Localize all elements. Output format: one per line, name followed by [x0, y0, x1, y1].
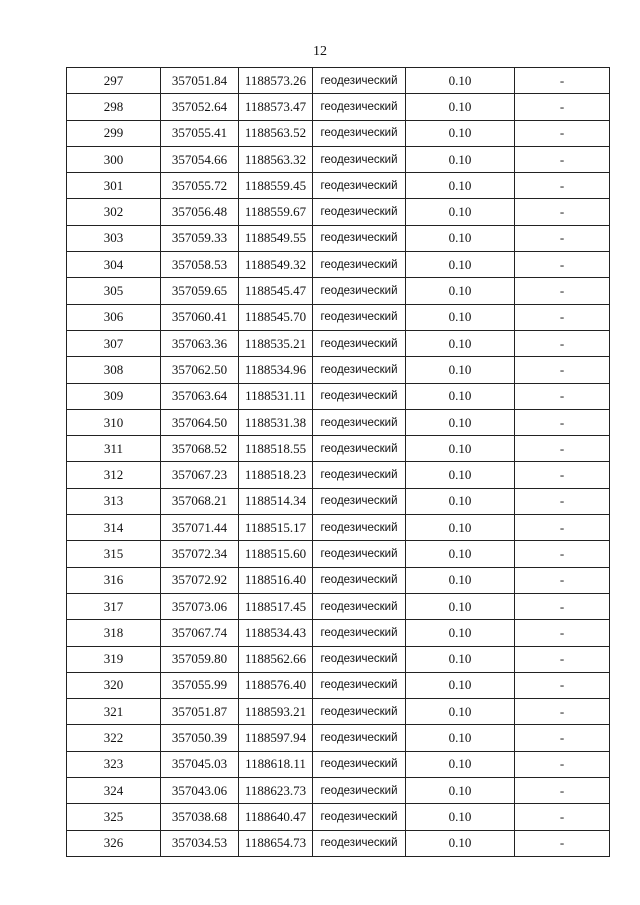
- point-number-cell: 310: [67, 409, 161, 435]
- point-number-cell: 314: [67, 515, 161, 541]
- table-row: [67, 672, 610, 698]
- point-number-cell: 326: [67, 830, 161, 856]
- error-cell: 0.10: [406, 462, 515, 488]
- method-cell: геодезический: [313, 725, 406, 751]
- x-coordinate-cell: 357051.87: [161, 699, 239, 725]
- x-coordinate-cell: 357051.84: [161, 68, 239, 94]
- y-coordinate-cell: 1188654.73: [239, 830, 313, 856]
- table-row: [67, 225, 610, 251]
- y-coordinate-cell: 1188545.70: [239, 304, 313, 330]
- y-coordinate-cell: 1188534.43: [239, 620, 313, 646]
- description-cell: -: [515, 725, 610, 751]
- x-coordinate-cell: 357072.92: [161, 567, 239, 593]
- x-coordinate-cell: 357073.06: [161, 593, 239, 619]
- error-cell: 0.10: [406, 409, 515, 435]
- error-cell: 0.10: [406, 68, 515, 94]
- method-cell: геодезический: [313, 751, 406, 777]
- point-number-cell: 323: [67, 751, 161, 777]
- error-cell: 0.10: [406, 357, 515, 383]
- description-cell: -: [515, 68, 610, 94]
- table-row: [67, 94, 610, 120]
- error-cell: 0.10: [406, 725, 515, 751]
- description-cell: -: [515, 383, 610, 409]
- table-row: [67, 462, 610, 488]
- description-cell: -: [515, 462, 610, 488]
- error-cell: 0.10: [406, 120, 515, 146]
- description-cell: -: [515, 488, 610, 514]
- y-coordinate-cell: 1188563.32: [239, 146, 313, 172]
- y-coordinate-cell: 1188559.67: [239, 199, 313, 225]
- error-cell: 0.10: [406, 778, 515, 804]
- error-cell: 0.10: [406, 252, 515, 278]
- table-row: [67, 199, 610, 225]
- x-coordinate-cell: 357055.99: [161, 672, 239, 698]
- x-coordinate-cell: 357045.03: [161, 751, 239, 777]
- method-cell: геодезический: [313, 173, 406, 199]
- x-coordinate-cell: 357052.64: [161, 94, 239, 120]
- point-number-cell: 312: [67, 462, 161, 488]
- description-cell: -: [515, 567, 610, 593]
- description-cell: -: [515, 778, 610, 804]
- method-cell: геодезический: [313, 593, 406, 619]
- x-coordinate-cell: 357059.65: [161, 278, 239, 304]
- description-cell: -: [515, 278, 610, 304]
- method-cell: геодезический: [313, 120, 406, 146]
- y-coordinate-cell: 1188640.47: [239, 804, 313, 830]
- y-coordinate-cell: 1188618.11: [239, 751, 313, 777]
- table-row: [67, 278, 610, 304]
- point-number-cell: 306: [67, 304, 161, 330]
- point-number-cell: 309: [67, 383, 161, 409]
- point-number-cell: 307: [67, 330, 161, 356]
- error-cell: 0.10: [406, 278, 515, 304]
- point-number-cell: 315: [67, 541, 161, 567]
- y-coordinate-cell: 1188563.52: [239, 120, 313, 146]
- method-cell: геодезический: [313, 146, 406, 172]
- table-row: [67, 778, 610, 804]
- x-coordinate-cell: 357059.80: [161, 646, 239, 672]
- description-cell: -: [515, 252, 610, 278]
- error-cell: 0.10: [406, 304, 515, 330]
- table-row: [67, 567, 610, 593]
- method-cell: геодезический: [313, 830, 406, 856]
- table-row: [67, 541, 610, 567]
- method-cell: геодезический: [313, 567, 406, 593]
- error-cell: 0.10: [406, 173, 515, 199]
- method-cell: геодезический: [313, 304, 406, 330]
- method-cell: геодезический: [313, 225, 406, 251]
- y-coordinate-cell: 1188549.55: [239, 225, 313, 251]
- error-cell: 0.10: [406, 699, 515, 725]
- table-row: [67, 409, 610, 435]
- page-number: 12: [313, 44, 327, 59]
- table-row: [67, 515, 610, 541]
- table-row: [67, 173, 610, 199]
- table-row: [67, 252, 610, 278]
- description-cell: -: [515, 330, 610, 356]
- description-cell: -: [515, 94, 610, 120]
- method-cell: геодезический: [313, 778, 406, 804]
- x-coordinate-cell: 357071.44: [161, 515, 239, 541]
- point-number-cell: 298: [67, 94, 161, 120]
- y-coordinate-cell: 1188515.60: [239, 541, 313, 567]
- method-cell: геодезический: [313, 278, 406, 304]
- table-row: [67, 725, 610, 751]
- table-row: [67, 68, 610, 94]
- x-coordinate-cell: 357067.74: [161, 620, 239, 646]
- method-cell: геодезический: [313, 541, 406, 567]
- point-number-cell: 318: [67, 620, 161, 646]
- error-cell: 0.10: [406, 488, 515, 514]
- method-cell: геодезический: [313, 330, 406, 356]
- point-number-cell: 324: [67, 778, 161, 804]
- error-cell: 0.10: [406, 146, 515, 172]
- method-cell: геодезический: [313, 383, 406, 409]
- description-cell: -: [515, 672, 610, 698]
- y-coordinate-cell: 1188593.21: [239, 699, 313, 725]
- x-coordinate-cell: 357064.50: [161, 409, 239, 435]
- error-cell: 0.10: [406, 383, 515, 409]
- description-cell: -: [515, 593, 610, 619]
- point-number-cell: 319: [67, 646, 161, 672]
- method-cell: геодезический: [313, 94, 406, 120]
- x-coordinate-cell: 357068.21: [161, 488, 239, 514]
- description-cell: -: [515, 830, 610, 856]
- y-coordinate-cell: 1188573.47: [239, 94, 313, 120]
- method-cell: геодезический: [313, 699, 406, 725]
- error-cell: 0.10: [406, 436, 515, 462]
- point-number-cell: 313: [67, 488, 161, 514]
- x-coordinate-cell: 357038.68: [161, 804, 239, 830]
- method-cell: геодезический: [313, 68, 406, 94]
- point-number-cell: 305: [67, 278, 161, 304]
- point-number-cell: 303: [67, 225, 161, 251]
- table-row: [67, 488, 610, 514]
- x-coordinate-cell: 357054.66: [161, 146, 239, 172]
- y-coordinate-cell: 1188517.45: [239, 593, 313, 619]
- point-number-cell: 317: [67, 593, 161, 619]
- error-cell: 0.10: [406, 567, 515, 593]
- description-cell: -: [515, 199, 610, 225]
- point-number-cell: 321: [67, 699, 161, 725]
- description-cell: -: [515, 436, 610, 462]
- x-coordinate-cell: 357072.34: [161, 541, 239, 567]
- table-row: [67, 593, 610, 619]
- table-row: [67, 751, 610, 777]
- error-cell: 0.10: [406, 646, 515, 672]
- point-number-cell: 308: [67, 357, 161, 383]
- error-cell: 0.10: [406, 541, 515, 567]
- description-cell: -: [515, 409, 610, 435]
- y-coordinate-cell: 1188535.21: [239, 330, 313, 356]
- method-cell: геодезический: [313, 199, 406, 225]
- method-cell: геодезический: [313, 646, 406, 672]
- table-row: [67, 120, 610, 146]
- y-coordinate-cell: 1188562.66: [239, 646, 313, 672]
- x-coordinate-cell: 357067.23: [161, 462, 239, 488]
- method-cell: геодезический: [313, 436, 406, 462]
- table-row: [67, 699, 610, 725]
- y-coordinate-cell: 1188597.94: [239, 725, 313, 751]
- x-coordinate-cell: 357050.39: [161, 725, 239, 751]
- point-number-cell: 304: [67, 252, 161, 278]
- table-row: [67, 620, 610, 646]
- method-cell: геодезический: [313, 357, 406, 383]
- y-coordinate-cell: 1188531.11: [239, 383, 313, 409]
- method-cell: геодезический: [313, 252, 406, 278]
- method-cell: геодезический: [313, 488, 406, 514]
- y-coordinate-cell: 1188573.26: [239, 68, 313, 94]
- method-cell: геодезический: [313, 672, 406, 698]
- point-number-cell: 302: [67, 199, 161, 225]
- x-coordinate-cell: 357055.41: [161, 120, 239, 146]
- method-cell: геодезический: [313, 409, 406, 435]
- description-cell: -: [515, 541, 610, 567]
- point-number-cell: 311: [67, 436, 161, 462]
- table-row: [67, 330, 610, 356]
- x-coordinate-cell: 357068.52: [161, 436, 239, 462]
- x-coordinate-cell: 357058.53: [161, 252, 239, 278]
- error-cell: 0.10: [406, 94, 515, 120]
- point-number-cell: 320: [67, 672, 161, 698]
- description-cell: -: [515, 620, 610, 646]
- table-row: [67, 646, 610, 672]
- point-number-cell: 300: [67, 146, 161, 172]
- x-coordinate-cell: 357056.48: [161, 199, 239, 225]
- description-cell: -: [515, 646, 610, 672]
- y-coordinate-cell: 1188515.17: [239, 515, 313, 541]
- y-coordinate-cell: 1188549.32: [239, 252, 313, 278]
- description-cell: -: [515, 120, 610, 146]
- description-cell: -: [515, 699, 610, 725]
- error-cell: 0.10: [406, 620, 515, 646]
- y-coordinate-cell: 1188576.40: [239, 672, 313, 698]
- table-row: [67, 304, 610, 330]
- coordinates-table-body: [67, 68, 610, 857]
- y-coordinate-cell: 1188531.38: [239, 409, 313, 435]
- description-cell: -: [515, 515, 610, 541]
- x-coordinate-cell: 357034.53: [161, 830, 239, 856]
- x-coordinate-cell: 357055.72: [161, 173, 239, 199]
- x-coordinate-cell: 357062.50: [161, 357, 239, 383]
- error-cell: 0.10: [406, 515, 515, 541]
- description-cell: -: [515, 146, 610, 172]
- error-cell: 0.10: [406, 751, 515, 777]
- x-coordinate-cell: 357043.06: [161, 778, 239, 804]
- x-coordinate-cell: 357060.41: [161, 304, 239, 330]
- description-cell: -: [515, 304, 610, 330]
- coordinates-table: [66, 67, 610, 857]
- y-coordinate-cell: 1188516.40: [239, 567, 313, 593]
- method-cell: геодезический: [313, 515, 406, 541]
- y-coordinate-cell: 1188559.45: [239, 173, 313, 199]
- error-cell: 0.10: [406, 225, 515, 251]
- y-coordinate-cell: 1188545.47: [239, 278, 313, 304]
- point-number-cell: 322: [67, 725, 161, 751]
- description-cell: -: [515, 225, 610, 251]
- method-cell: геодезический: [313, 462, 406, 488]
- error-cell: 0.10: [406, 672, 515, 698]
- error-cell: 0.10: [406, 804, 515, 830]
- y-coordinate-cell: 1188534.96: [239, 357, 313, 383]
- table-row: [67, 804, 610, 830]
- point-number-cell: 325: [67, 804, 161, 830]
- table-row: [67, 830, 610, 856]
- x-coordinate-cell: 357063.36: [161, 330, 239, 356]
- table-row: [67, 146, 610, 172]
- error-cell: 0.10: [406, 593, 515, 619]
- error-cell: 0.10: [406, 330, 515, 356]
- description-cell: -: [515, 357, 610, 383]
- point-number-cell: 299: [67, 120, 161, 146]
- point-number-cell: 301: [67, 173, 161, 199]
- y-coordinate-cell: 1188623.73: [239, 778, 313, 804]
- table-row: [67, 357, 610, 383]
- method-cell: геодезический: [313, 620, 406, 646]
- description-cell: -: [515, 804, 610, 830]
- table-row: [67, 383, 610, 409]
- x-coordinate-cell: 357059.33: [161, 225, 239, 251]
- point-number-cell: 297: [67, 68, 161, 94]
- error-cell: 0.10: [406, 830, 515, 856]
- description-cell: -: [515, 751, 610, 777]
- description-cell: -: [515, 173, 610, 199]
- error-cell: 0.10: [406, 199, 515, 225]
- point-number-cell: 316: [67, 567, 161, 593]
- table-row: [67, 436, 610, 462]
- y-coordinate-cell: 1188518.55: [239, 436, 313, 462]
- x-coordinate-cell: 357063.64: [161, 383, 239, 409]
- y-coordinate-cell: 1188518.23: [239, 462, 313, 488]
- y-coordinate-cell: 1188514.34: [239, 488, 313, 514]
- method-cell: геодезический: [313, 804, 406, 830]
